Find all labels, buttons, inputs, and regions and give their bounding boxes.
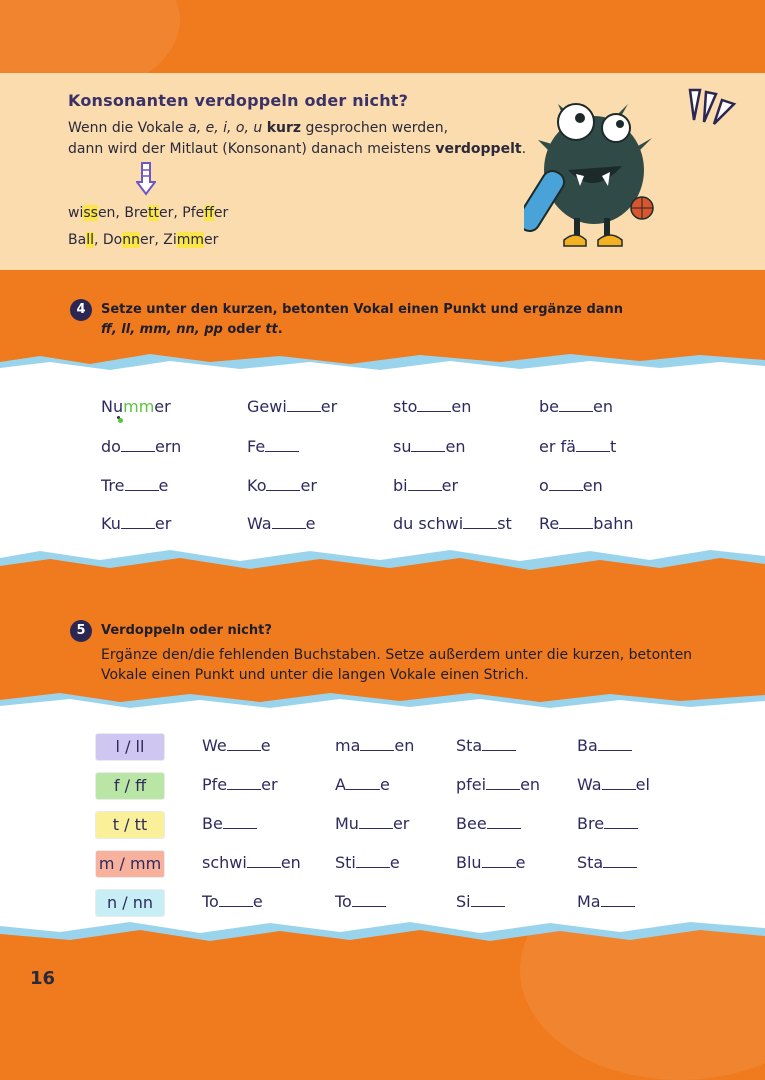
task-5-number-badge: 5 [70, 620, 92, 642]
blank-line[interactable] [411, 441, 445, 452]
word-end: bahn [593, 514, 634, 533]
gap-word [456, 736, 516, 755]
highlighted-double-consonant: mm [176, 232, 204, 248]
gap-word [335, 775, 390, 794]
gap-word [247, 476, 317, 495]
word-start: do [101, 437, 121, 456]
blank-line[interactable] [487, 818, 521, 829]
highlighted-double-consonant: ss [83, 205, 98, 221]
gap-word [335, 814, 409, 833]
word-start: Nu [101, 397, 124, 416]
word-end: e [389, 853, 400, 872]
word-end: e [260, 736, 271, 755]
gap-word [247, 437, 299, 456]
blank-line[interactable] [265, 441, 299, 452]
example-word [101, 397, 171, 416]
blank-line[interactable] [549, 480, 583, 491]
word-end: er [441, 476, 459, 495]
word-start: er fä [539, 437, 576, 456]
gap-word [577, 853, 637, 872]
word-end: en [593, 397, 613, 416]
word-start: du schwi [393, 514, 464, 533]
task-4-instruction-line-1: Setze unter den kurzen, betonten Vokal einen Punkt und ergänze dann [101, 302, 624, 317]
word-start: Bre [577, 814, 605, 833]
example-text: Ba [68, 232, 87, 248]
gap-word [335, 892, 386, 911]
word-start: su [393, 437, 412, 456]
task-4-instruction-line-2: ff, ll, mm, nn, pp oder tt. [101, 322, 283, 337]
word-end: e [305, 514, 316, 533]
info-examples-line-2 [68, 232, 218, 248]
gap-word [456, 892, 505, 911]
word-start: We [202, 736, 227, 755]
letter-tag: n / nn [96, 890, 164, 916]
word-start: schwi [202, 853, 247, 872]
gap-word [456, 775, 540, 794]
blank-line[interactable] [359, 818, 393, 829]
gap-word [539, 437, 616, 456]
info-examples-line-1 [68, 205, 228, 221]
word-end: er [154, 397, 171, 416]
word-start: Blu [456, 853, 482, 872]
word-start: Mu [335, 814, 359, 833]
blank-line[interactable] [266, 480, 300, 491]
blank-line[interactable] [125, 480, 159, 491]
task-4-number-badge: 4 [70, 299, 92, 321]
word-start: Gewi [247, 397, 287, 416]
word-start: Si [456, 892, 471, 911]
example-text: , Do [93, 232, 123, 248]
blank-line[interactable] [346, 779, 380, 790]
gap-word [202, 853, 301, 872]
gap-word [456, 853, 525, 872]
word-end: er [392, 814, 410, 833]
info-rule-line-2: dann wird der Mitlaut (Konsonant) danach meistens verdoppelt. [68, 141, 527, 157]
monster-mascot-illustration [524, 90, 664, 254]
word-start: Be [202, 814, 223, 833]
gap-word [393, 437, 465, 456]
word-start: Ku [101, 514, 121, 533]
blank-line[interactable] [602, 779, 636, 790]
word-start: Re [539, 514, 560, 533]
letter-tag: m / mm [96, 851, 164, 877]
gap-word [202, 736, 271, 755]
highlighted-double-consonant: tt [148, 205, 159, 221]
gap-word [577, 814, 638, 833]
word-end: t [609, 437, 617, 456]
letter-tag: f / ff [96, 773, 164, 799]
info-rule-line-1: Wenn die Vokale a, e, i, o, u kurz gesprochen werden, [68, 120, 449, 136]
word-start: Ma [577, 892, 601, 911]
blank-line[interactable] [604, 818, 638, 829]
gap-word [202, 775, 278, 794]
blank-line[interactable] [408, 480, 442, 491]
example-text: er [213, 205, 229, 221]
gap-word [247, 514, 315, 533]
task-5-title: Verdoppeln oder nicht? [101, 623, 272, 638]
word-end: er [154, 514, 172, 533]
blank-line[interactable] [360, 740, 394, 751]
word-start: be [539, 397, 559, 416]
blank-line[interactable] [463, 518, 497, 529]
blank-line[interactable] [603, 857, 637, 868]
blank-line[interactable] [576, 441, 610, 452]
word-end: en [445, 437, 466, 456]
letter-tag: l / ll [96, 734, 164, 760]
blank-line[interactable] [356, 857, 390, 868]
short-vowel-dot [118, 418, 123, 423]
word-end: en [582, 476, 603, 495]
word-end: en [280, 853, 301, 872]
word-start: Sta [577, 853, 604, 872]
word-end: en [451, 397, 472, 416]
blank-line[interactable] [287, 401, 321, 412]
gap-word [539, 514, 634, 533]
example-text: wi [68, 205, 84, 221]
blank-line[interactable] [223, 818, 257, 829]
gap-word [577, 892, 635, 911]
word-start: Sti [335, 853, 356, 872]
word-start: Ko [247, 476, 267, 495]
blank-line[interactable] [247, 857, 281, 868]
blank-line[interactable] [227, 779, 261, 790]
word-end: en [520, 775, 541, 794]
gap-word [577, 736, 632, 755]
word-start: Ba [577, 736, 598, 755]
gap-word [539, 476, 603, 495]
word-end: er [300, 476, 317, 495]
word-start: A [335, 775, 346, 794]
gap-word [539, 397, 613, 416]
gap-word [577, 775, 650, 794]
blank-line[interactable] [121, 441, 155, 452]
gap-word [393, 397, 471, 416]
task-5-instruction-line-1: Ergänze den/die fehlenden Buchstaben. Setze außerdem unter die kurzen, betonten [101, 647, 693, 663]
word-start: To [202, 892, 219, 911]
word-end: e [379, 775, 390, 794]
highlighted-double-consonant: ff [204, 205, 214, 221]
word-end: er [320, 397, 338, 416]
word-start: Pfe [202, 775, 228, 794]
word-start: To [335, 892, 352, 911]
word-end: er [261, 775, 278, 794]
gap-word [393, 514, 512, 533]
gap-word [393, 476, 458, 495]
blank-line[interactable] [601, 896, 635, 907]
word-end: en [394, 736, 415, 755]
page-number: 16 [30, 968, 56, 989]
word-start: sto [393, 397, 418, 416]
gap-word [202, 814, 257, 833]
gap-word [101, 514, 171, 533]
down-arrow-icon [136, 162, 156, 196]
word-end: st [497, 514, 512, 533]
task-4-worksheet-panel [0, 352, 765, 582]
letter-tag: t / tt [96, 812, 164, 838]
word-end: ern [154, 437, 182, 456]
blank-line[interactable] [417, 401, 451, 412]
blank-line[interactable] [471, 896, 505, 907]
lightning-marks-icon [686, 86, 742, 130]
word-end: e [158, 476, 169, 495]
example-text: en, Bre [97, 205, 148, 221]
example-text: er, Zi [139, 232, 177, 248]
word-start: Tre [101, 476, 125, 495]
word-start: ma [335, 736, 361, 755]
filled-letters: mm [123, 397, 155, 416]
gap-word [335, 853, 400, 872]
word-end: e [252, 892, 263, 911]
blank-line[interactable] [482, 857, 516, 868]
blank-line[interactable] [219, 896, 253, 907]
gap-word [101, 476, 168, 495]
word-start: Fe [247, 437, 266, 456]
example-text: er, Pfe [158, 205, 205, 221]
gap-word [101, 437, 181, 456]
gap-word [335, 736, 414, 755]
gap-word [456, 814, 521, 833]
info-title: Konsonanten verdoppeln oder nicht? [68, 91, 409, 110]
gap-word [202, 892, 263, 911]
word-start: Wa [247, 514, 272, 533]
highlighted-double-consonant: nn [122, 232, 140, 248]
blank-line[interactable] [352, 896, 386, 907]
blank-line[interactable] [482, 740, 516, 751]
gap-word [247, 397, 337, 416]
word-start: bi [393, 476, 408, 495]
blank-line[interactable] [559, 518, 593, 529]
blank-line[interactable] [272, 518, 306, 529]
blank-line[interactable] [121, 518, 155, 529]
word-start: Sta [456, 736, 483, 755]
word-start: Bee [456, 814, 487, 833]
word-start: o [539, 476, 549, 495]
word-end: e [515, 853, 526, 872]
task-5-instruction-line-2: Vokale einen Punkt und unter die langen Vokale einen Strich. [101, 667, 529, 683]
blank-line[interactable] [486, 779, 520, 790]
blank-line[interactable] [559, 401, 593, 412]
word-start: Wa [577, 775, 602, 794]
word-end: el [635, 775, 650, 794]
blank-line[interactable] [227, 740, 261, 751]
example-text: er [204, 232, 219, 248]
word-start: pfei [456, 775, 487, 794]
highlighted-double-consonant: ll [86, 232, 94, 248]
blank-line[interactable] [598, 740, 632, 751]
